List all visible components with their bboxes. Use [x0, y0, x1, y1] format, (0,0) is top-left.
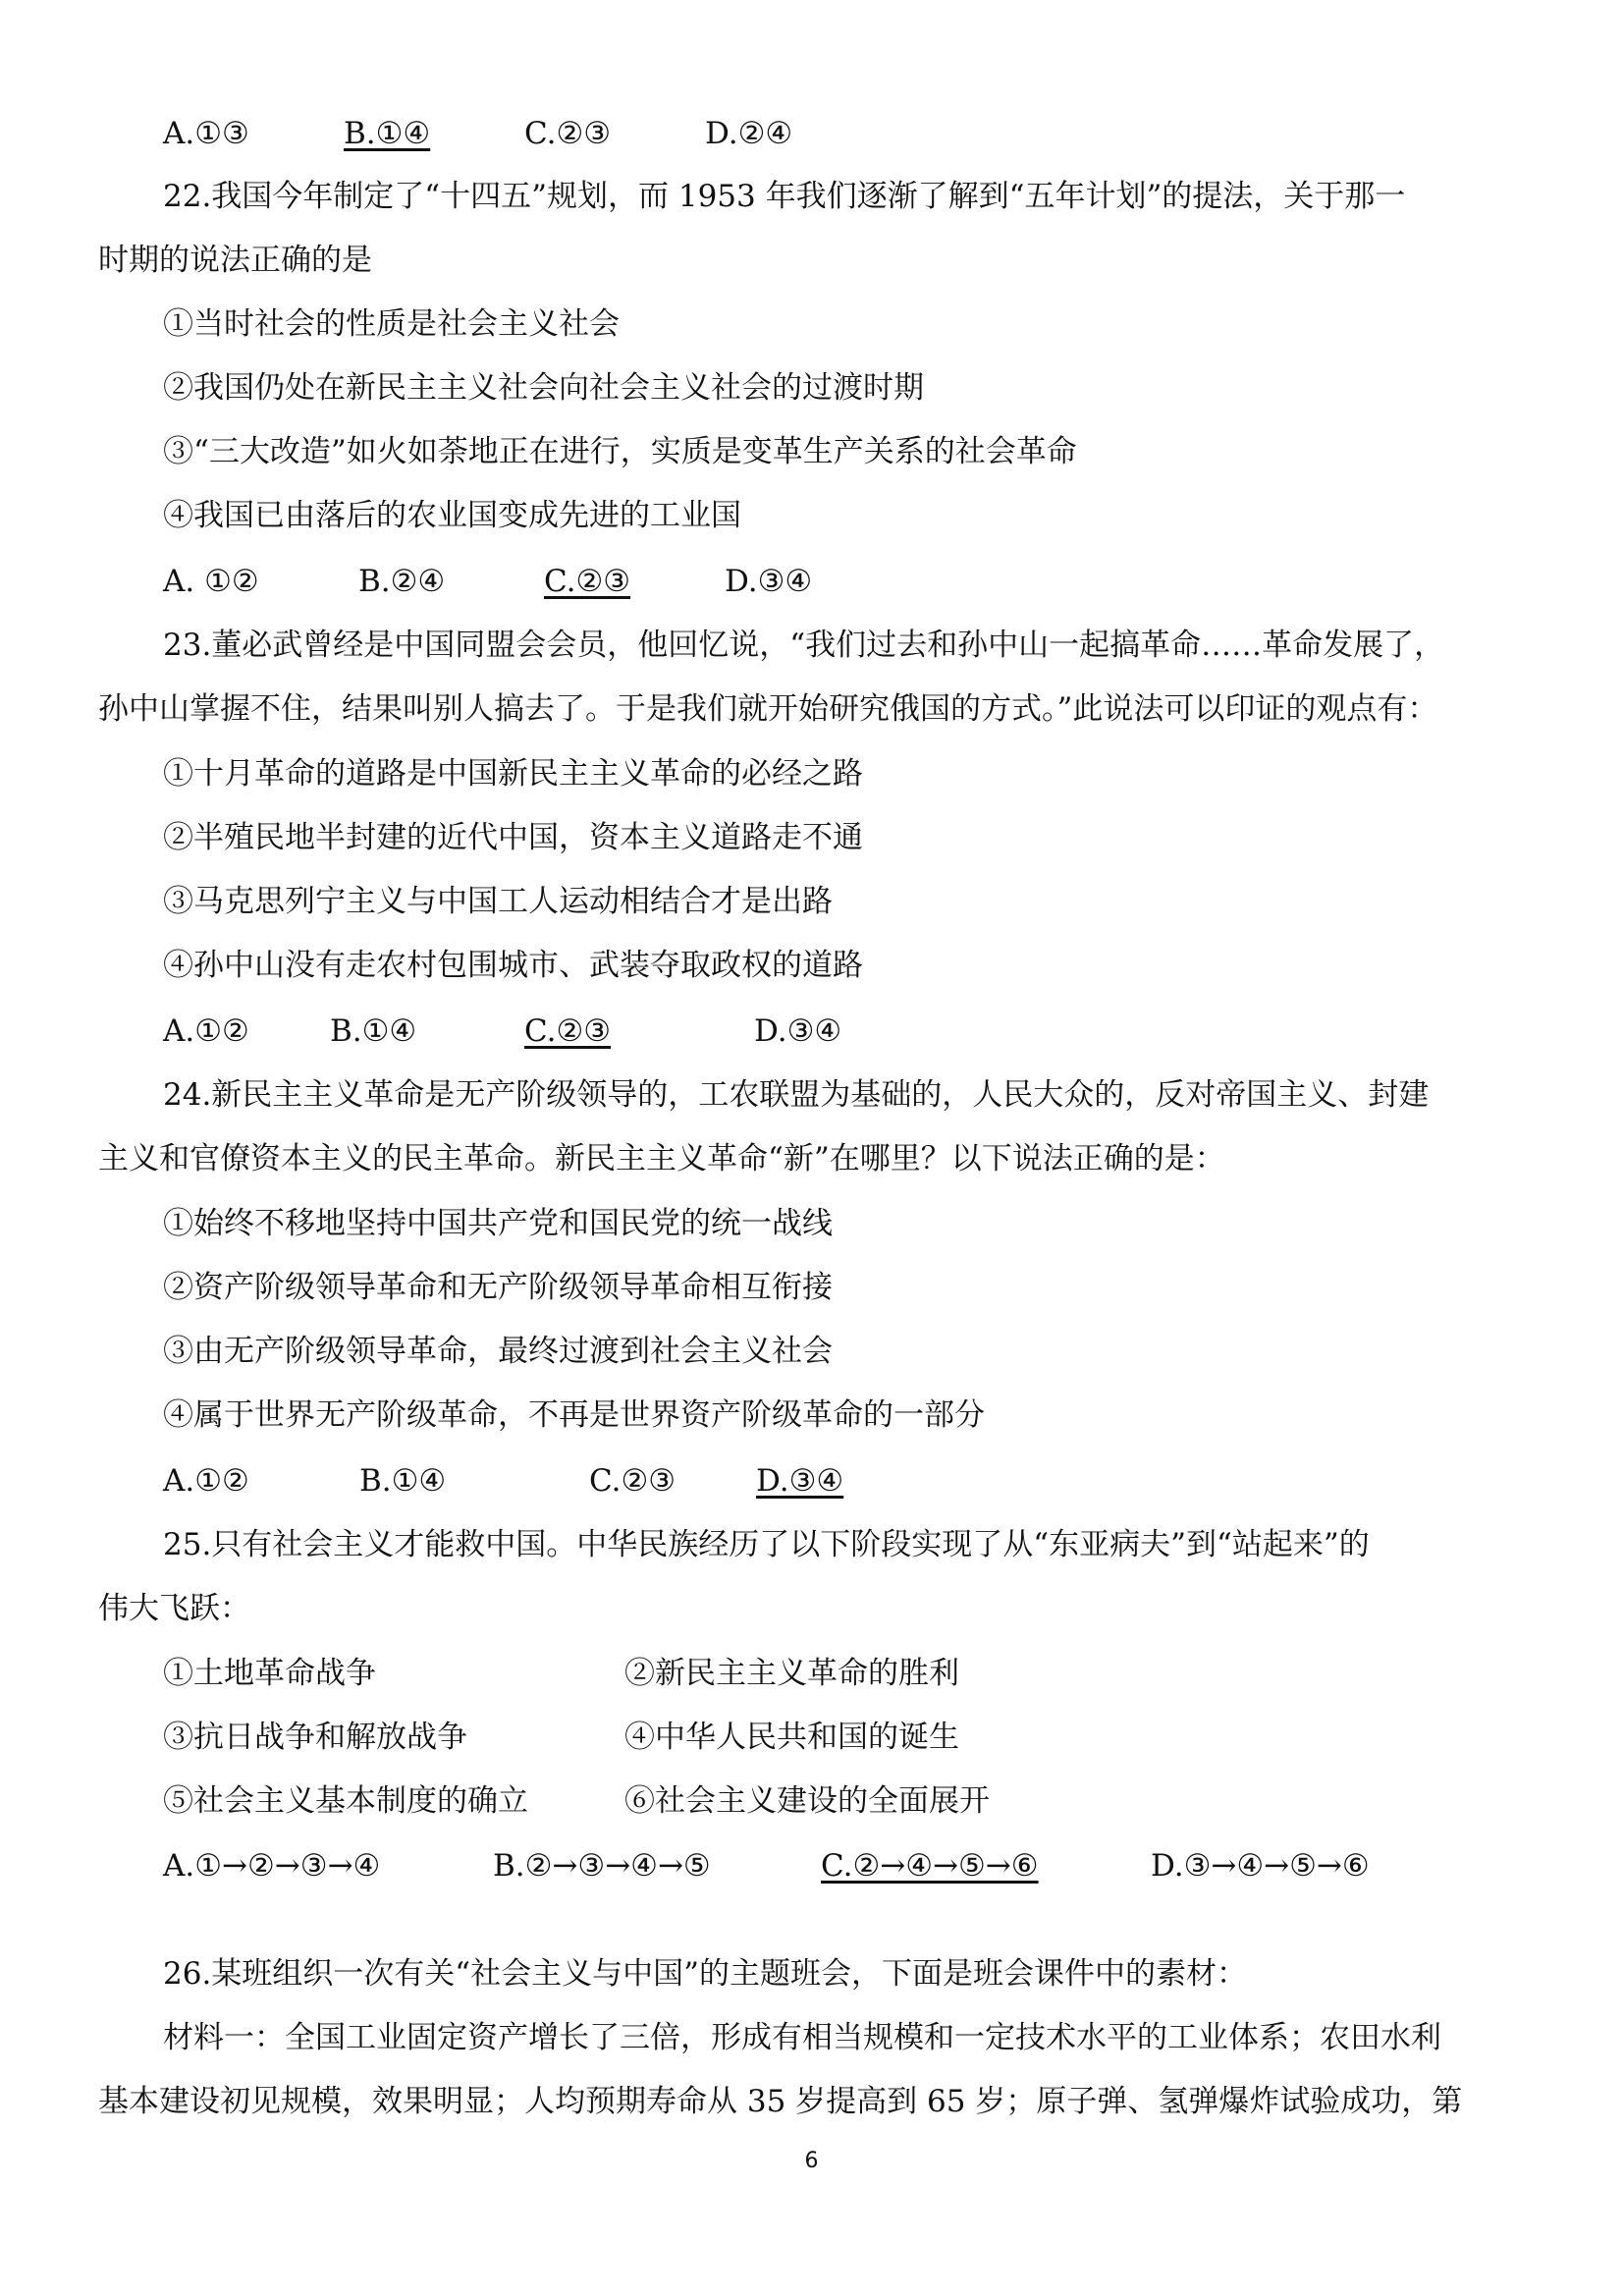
q23-option-b: B.①④ — [330, 1013, 417, 1049]
q23-option-c-answer: C.②③ — [524, 1013, 612, 1049]
q25-item-3: ③抗日战争和解放战争 — [163, 1720, 467, 1755]
q24-option-d-answer: D.③④ — [756, 1463, 844, 1499]
q22-option-b: B.②④ — [358, 564, 446, 599]
q25-item-4: ④中华人民共和国的诞生 — [624, 1720, 959, 1755]
q25-item-6: ⑥社会主义建设的全面展开 — [624, 1783, 990, 1819]
q24-item-3: ③由无产阶级领导革命，最终过渡到社会主义社会 — [163, 1334, 833, 1369]
q26-stem: 26.某班组织一次有关“社会主义与中国”的主题班会，下面是班会课件中的素材： — [163, 1956, 1247, 1992]
q23-option-a: A.①② — [163, 1013, 249, 1049]
q25-stem-line1: 25.只有社会主义才能救中国。中华民族经历了以下阶段实现了从“东亚病夫”到“站起来”的 — [163, 1527, 1370, 1562]
q21-option-d: D.②④ — [705, 116, 793, 151]
q22-item-1: ①当时社会的性质是社会主义社会 — [163, 306, 620, 342]
q25-option-b: B.②→③→④→⑤ — [493, 1848, 711, 1884]
q21-option-c: C.②③ — [524, 116, 612, 151]
q23-option-d: D.③④ — [754, 1013, 842, 1049]
q22-item-3: ③“三大改造”如火如荼地正在进行，实质是变革生产关系的社会革命 — [163, 434, 1077, 469]
q21-option-a: A.①③ — [163, 116, 249, 151]
q25-option-c-answer: C.②→④→⑤→⑥ — [821, 1848, 1039, 1884]
q23-item-4: ④孙中山没有走农村包围城市、武装夺取政权的道路 — [163, 948, 863, 983]
q22-option-a: A. ①② — [163, 564, 259, 599]
q24-stem-line2: 主义和官僚资本主义的民主革命。新民主主义革命“新”在哪里？以下说法正确的是： — [98, 1141, 1225, 1176]
page-number: 6 — [804, 2149, 819, 2173]
q26-material-line2: 基本建设初见规模，效果明显；人均预期寿命从 35 岁提高到 65 岁；原子弹、氢弹爆炸试验成功，第 — [98, 2084, 1463, 2119]
q24-stem-line1: 24.新民主主义革命是无产阶级领导的，工农联盟为基础的，人民大众的，反对帝国主义、封建 — [163, 1077, 1430, 1113]
q21-option-b-answer: B.①④ — [344, 116, 431, 151]
q23-item-2: ②半殖民地半封建的近代中国，资本主义道路走不通 — [163, 820, 863, 855]
q22-item-2: ②我国仍处在新民主主义社会向社会主义社会的过渡时期 — [163, 370, 924, 406]
q22-stem-line1: 22.我国今年制定了“十四五”规划，而 1953 年我们逐渐了解到“五年计划”的提法，关于那一 — [163, 179, 1406, 214]
q23-item-3: ③马克思列宁主义与中国工人运动相结合才是出路 — [163, 884, 833, 919]
q25-item-1: ①土地革命战争 — [163, 1656, 376, 1691]
q24-item-1: ①始终不移地坚持中国共产党和国民党的统一战线 — [163, 1206, 833, 1241]
q25-item-2: ②新民主主义革命的胜利 — [624, 1656, 959, 1691]
q26-material-line1: 材料一：全国工业固定资产增长了三倍，形成有相当规模和一定技术水平的工业体系；农田水利 — [163, 2020, 1441, 2055]
q25-stem-line2: 伟大飞跃： — [98, 1591, 250, 1626]
q22-stem-line2: 时期的说法正确的是 — [98, 243, 372, 278]
q22-option-d: D.③④ — [725, 564, 813, 599]
q23-stem-line1: 23.董必武曾经是中国同盟会会员，他回忆说，“我们过去和孙中山一起搞革命……革命发展了， — [163, 628, 1445, 663]
q25-option-d: D.③→④→⑤→⑥ — [1151, 1848, 1370, 1884]
q24-option-b: B.①④ — [359, 1463, 447, 1499]
q23-stem-line2: 孙中山掌握不住，结果叫别人搞去了。于是我们就开始研究俄国的方式。”此说法可以印证的观点有： — [98, 691, 1438, 727]
q22-item-4: ④我国已由落后的农业国变成先进的工业国 — [163, 498, 741, 533]
q25-item-5: ⑤社会主义基本制度的确立 — [163, 1783, 528, 1819]
q24-item-4: ④属于世界无产阶级革命，不再是世界资产阶级革命的一部分 — [163, 1397, 985, 1433]
q24-item-2: ②资产阶级领导革命和无产阶级领导革命相互衔接 — [163, 1270, 833, 1305]
q24-option-c: C.②③ — [589, 1463, 676, 1499]
q24-option-a: A.①② — [163, 1463, 249, 1499]
q22-option-c-answer: C.②③ — [544, 564, 631, 599]
q25-option-a: A.①→②→③→④ — [163, 1848, 381, 1884]
q23-item-1: ①十月革命的道路是中国新民主主义革命的必经之路 — [163, 756, 863, 792]
